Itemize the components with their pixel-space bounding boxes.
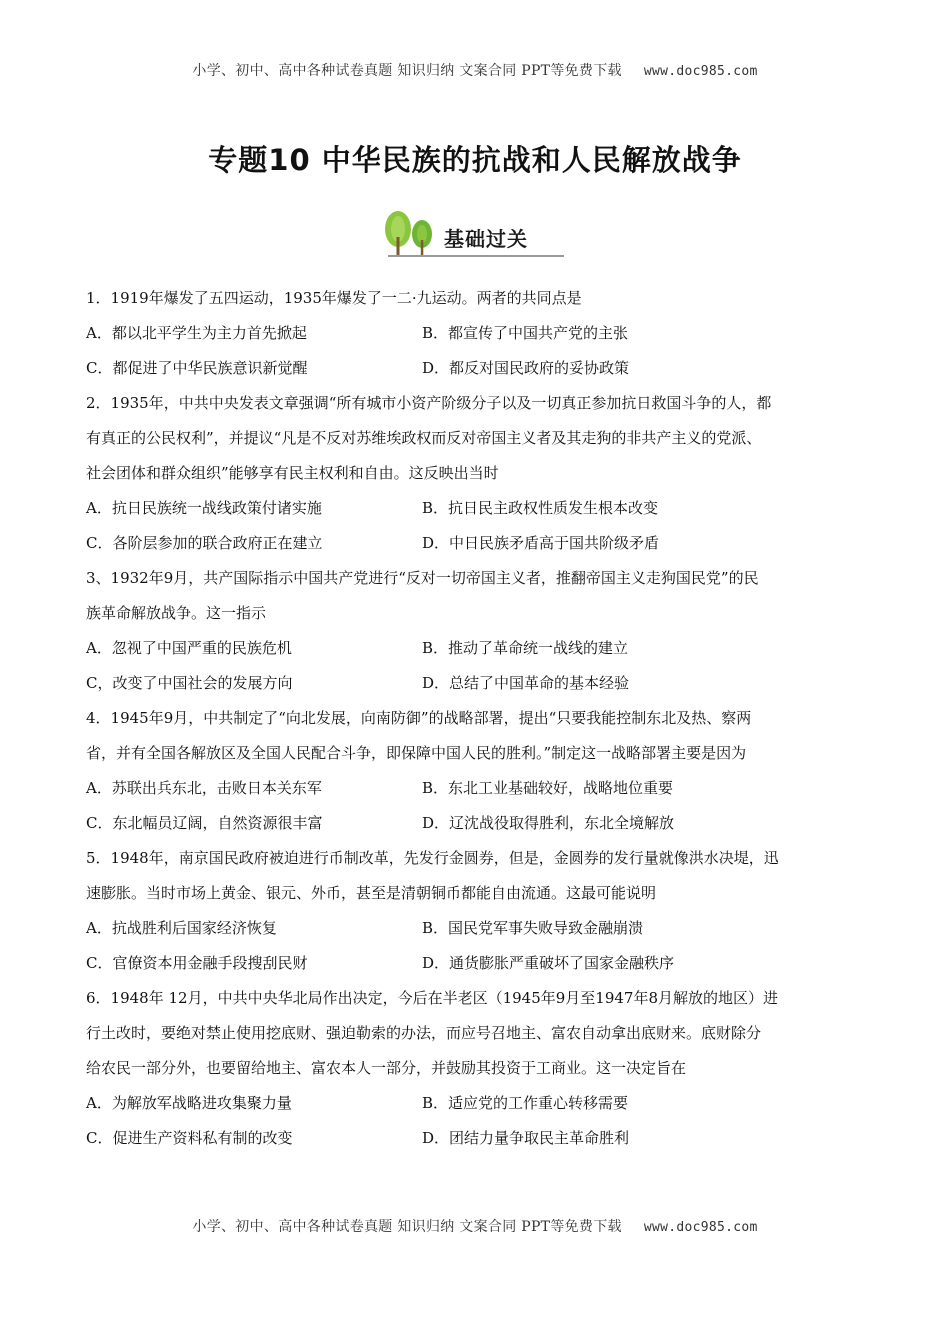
question-1 [86,281,870,386]
stem-line: 速膨胀。当时市场上黄金、银元、外币，甚至是清朝铜币都能自由流通。这最可能说明 [86,884,657,902]
section-badge [378,207,570,263]
option-b[interactable]: B．推动了革命统一战线的建立 [422,639,629,657]
option-d[interactable]: D．都反对国民政府的妥协政策 [422,359,630,377]
options-row [86,771,870,806]
option-d[interactable]: D．通货膨胀严重破坏了国家金融秩序 [422,954,675,972]
option-a[interactable]: A．都以北平学生为主力首先掀起 [86,324,307,342]
badge-label: 基础过关 [444,227,528,251]
option-c[interactable]: C．都促进了中华民族意识新觉醒 [86,359,308,377]
option-a[interactable]: A．忽视了中国严重的民族危机 [86,639,292,657]
footer-url[interactable]: www.doc985.com [643,1220,758,1235]
option-d[interactable]: D．团结力量争取民主革命胜利 [422,1129,630,1147]
options-row [86,491,870,526]
option-d[interactable]: D．中日民族矛盾高于国共阶级矛盾 [422,534,660,552]
option-c[interactable]: C．东北幅员辽阔，自然资源很丰富 [86,814,323,832]
question-5 [86,841,870,981]
question-2 [86,386,870,561]
stem-line: 6．1948年 12月，中共中央华北局作出决定，今后在半老区（1945年9月至1947年8月解放的地区）进 [86,989,779,1007]
badge-underline [388,255,564,257]
option-b[interactable]: B．东北工业基础较好，战略地位重要 [422,779,674,797]
question-stem [86,841,870,911]
options-row [86,316,870,351]
option-c[interactable]: C．官僚资本用金融手段搜刮民财 [86,954,308,972]
stem-line: 省，并有全国各解放区及全国人民配合斗争，即保障中国人民的胜利。”制定这一战略部署主要是因为 [86,744,747,762]
stem-line: 2．1935年，中共中央发表文章强调“所有城市小资产阶级分子以及一切真正参加抗日救国斗争的人，都 [86,394,772,412]
stem-line: 给农民一部分外，也要留给地主、富农本人一部分，并鼓励其投资于工商业。这一决定旨在 [86,1059,687,1077]
option-c[interactable]: C．各阶层参加的联合政府正在建立 [86,534,323,552]
header-text: 小学、初中、高中各种试卷真题 知识归纳 文案合同 PPT等免费下载 [192,63,622,79]
option-a[interactable]: A．苏联出兵东北，击败日本关东军 [86,779,322,797]
option-d[interactable]: D．辽沈战役取得胜利，东北全境解放 [422,814,675,832]
question-6 [86,981,870,1156]
stem-line: 4．1945年9月，中共制定了“向北发展，向南防御”的战略部署，提出“只要我能控制东北及热、察两 [86,709,752,727]
stem-line: 有真正的公民权利”，并提议“凡是不反对苏维埃政权而反对帝国主义者及其走狗的非共产主义的党派、 [86,429,762,447]
stem-line: 3、1932年9月，共产国际指示中国共产党进行“反对一切帝国主义者，推翻帝国主义走狗国民党”的民 [86,569,759,587]
footer-text: 小学、初中、高中各种试卷真题 知识归纳 文案合同 PPT等免费下载 [192,1219,622,1235]
options-row [86,946,870,981]
tree-icon [378,207,444,259]
options-row [86,526,870,561]
options-row [86,666,870,701]
options-row [86,631,870,666]
options-row [86,351,870,386]
stem-line: 社会团体和群众组织”能够享有民主权利和自由。这反映出当时 [86,464,499,482]
question-stem [86,701,870,771]
option-d[interactable]: D．总结了中国革命的基本经验 [422,674,630,692]
page-title: 专题10 中华民族的抗战和人民解放战争 [208,143,742,177]
question-3 [86,561,870,701]
question-stem [86,281,870,316]
options-row [86,806,870,841]
option-b[interactable]: B．抗日民主政权性质发生根本改变 [422,499,659,517]
option-b[interactable]: B．适应党的工作重心转移需要 [422,1094,629,1112]
page-header [0,60,950,80]
stem-line: 5．1948年，南京国民政府被迫进行币制改革，先发行金圆券，但是，金圆券的发行量就像洪水决堤，迅 [86,849,779,867]
option-b[interactable]: B．都宣传了中国共产党的主张 [422,324,629,342]
question-list [86,281,870,1156]
option-a[interactable]: A．抗战胜利后国家经济恢复 [86,919,277,937]
option-b[interactable]: B．国民党军事失败导致金融崩溃 [422,919,644,937]
question-stem [86,981,870,1086]
stem-line: 行土改时，要绝对禁止使用挖底财、强迫勒索的办法，而应号召地主、富农自动拿出底财来。底财除分 [86,1024,762,1042]
options-row [86,911,870,946]
question-stem [86,561,870,631]
page-footer [0,1216,950,1236]
option-c[interactable]: C，改变了中国社会的发展方向 [86,674,293,692]
options-row [86,1086,870,1121]
header-url[interactable]: www.doc985.com [643,64,758,79]
stem-line: 族革命解放战争。这一指示 [86,604,267,622]
option-a[interactable]: A．为解放军战略进攻集聚力量 [86,1094,292,1112]
question-4 [86,701,870,841]
option-c[interactable]: C．促进生产资料私有制的改变 [86,1129,293,1147]
question-stem [86,386,870,491]
options-row [86,1121,870,1156]
option-a[interactable]: A．抗日民族统一战线政策付诸实施 [86,499,322,517]
stem-line: 1．1919年爆发了五四运动，1935年爆发了一二·九运动。两者的共同点是 [86,289,582,307]
